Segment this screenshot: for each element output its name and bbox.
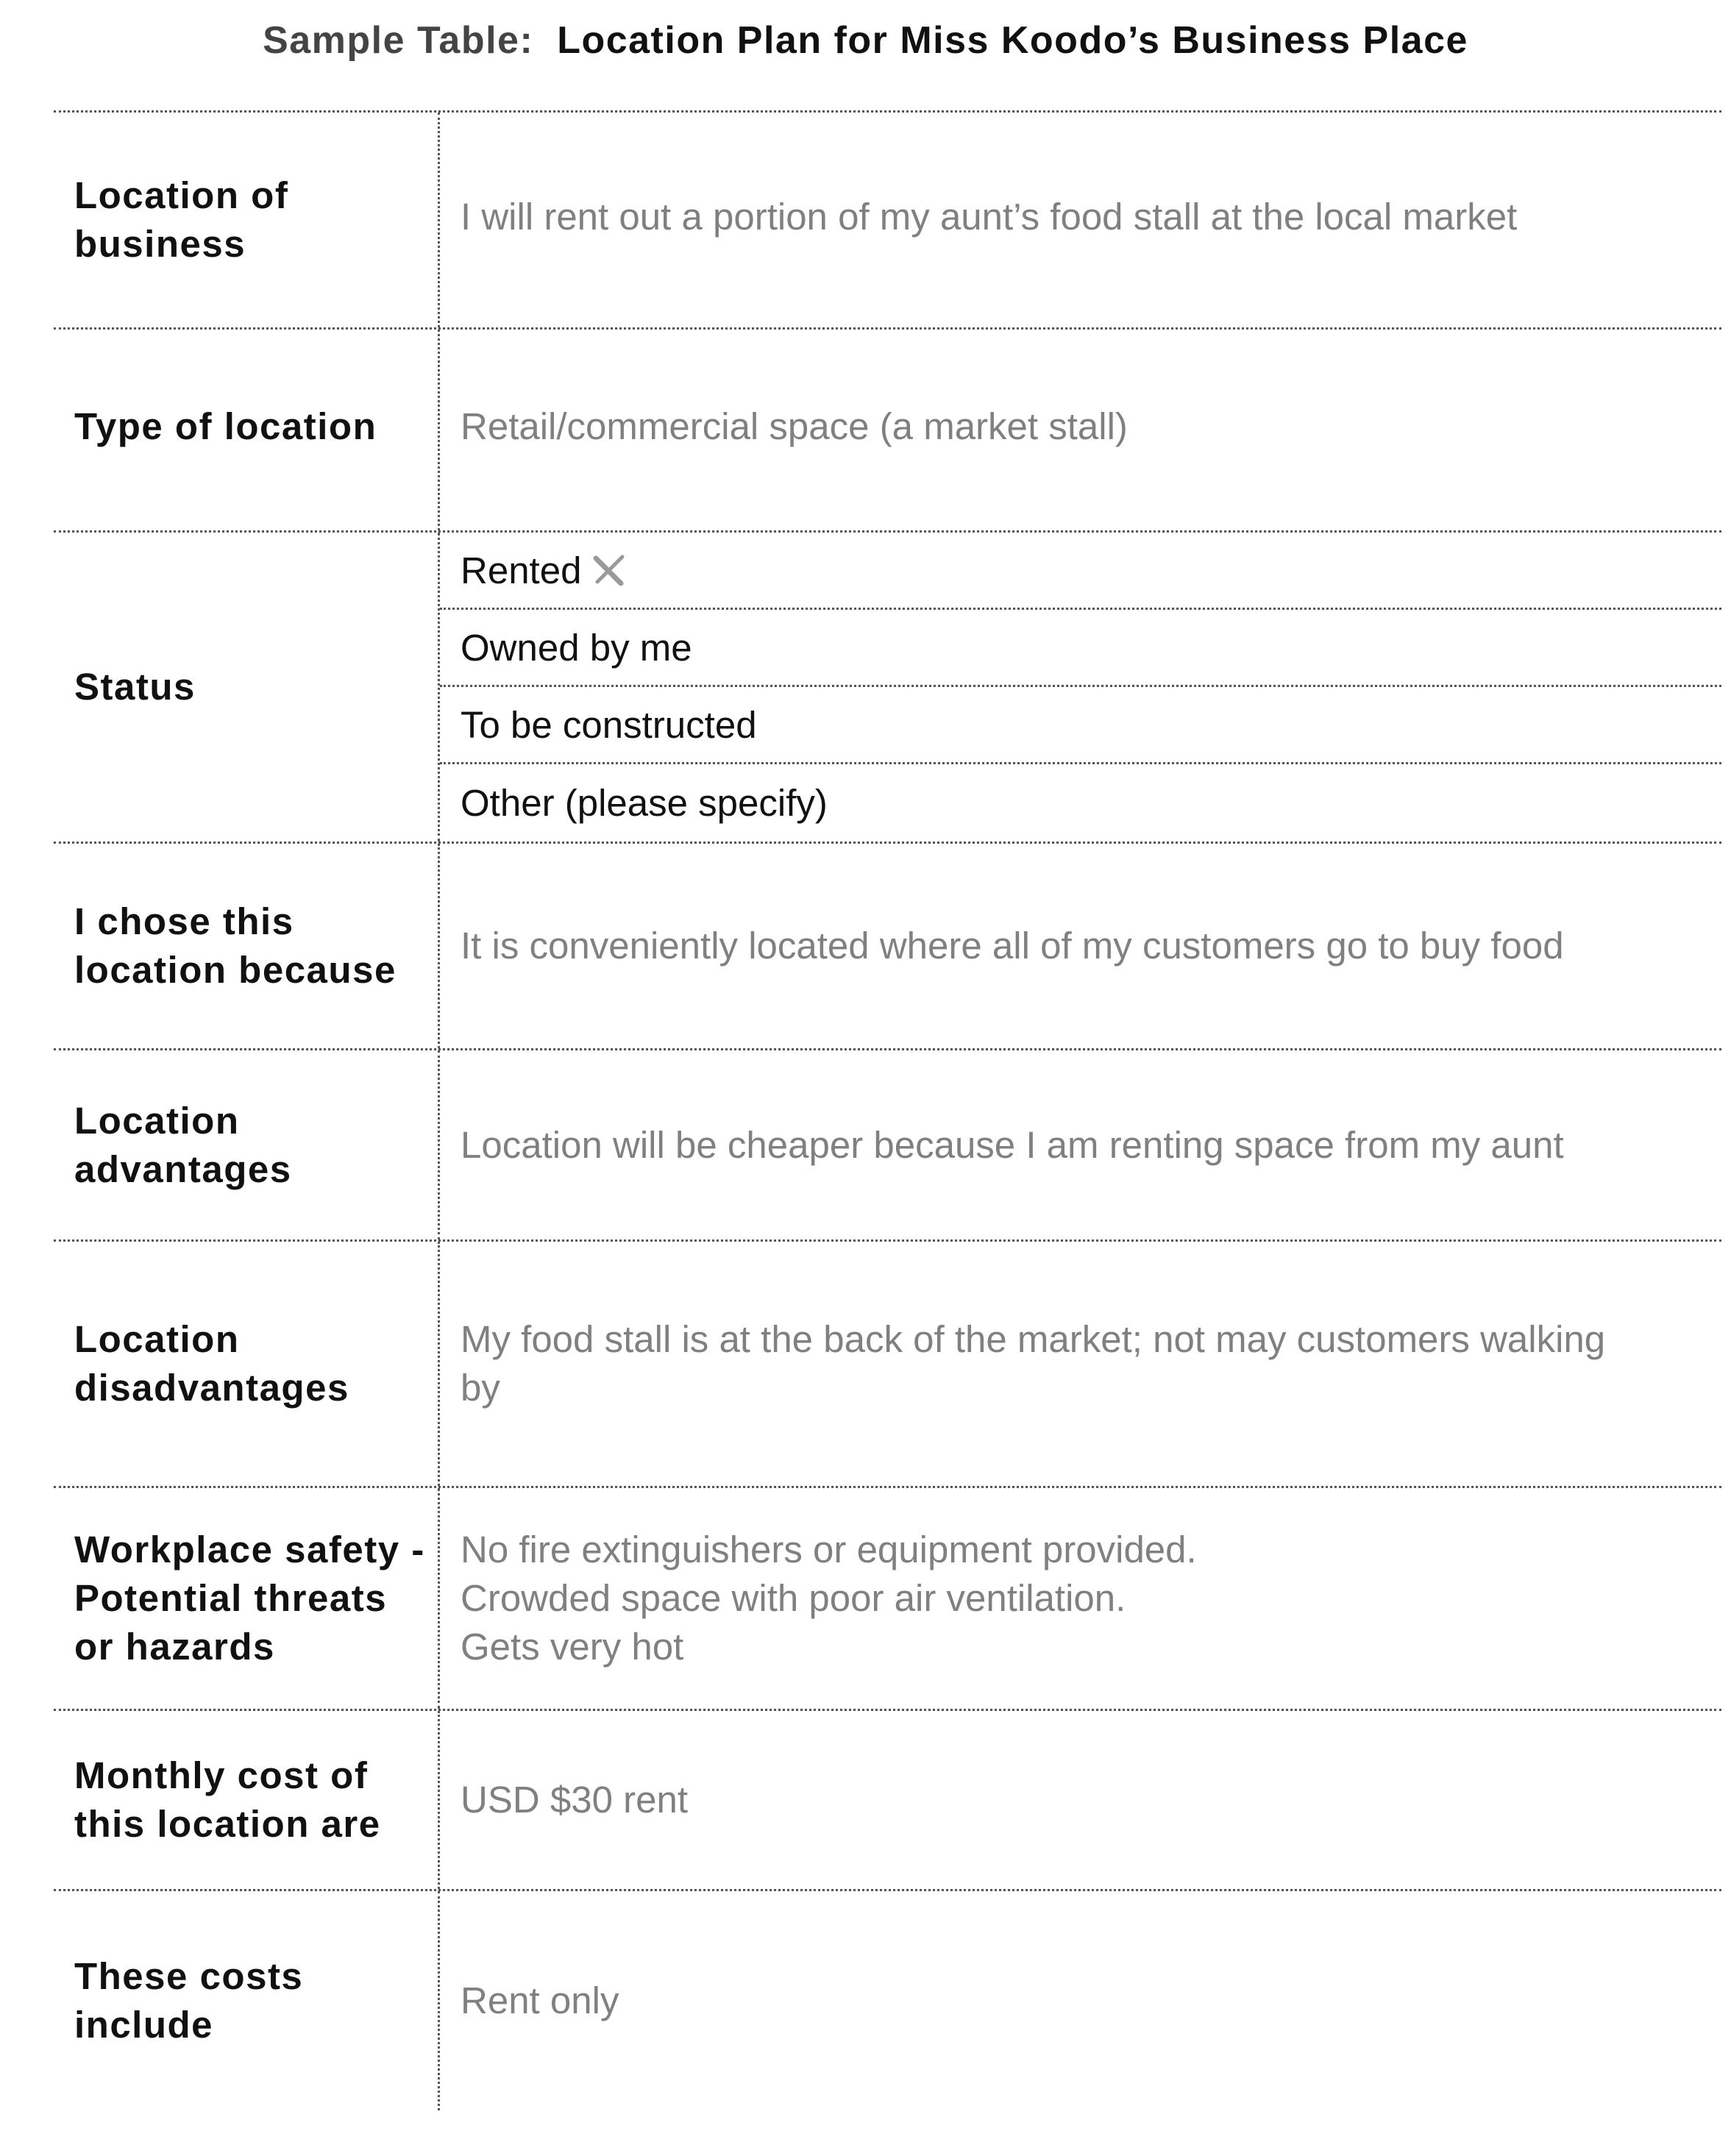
table-row-location — [54, 113, 1721, 330]
option-label: Rented — [461, 549, 582, 591]
table-row-type — [54, 330, 1721, 533]
row-value: Rent only — [461, 1979, 619, 2021]
row-value: Location will be cheaper because I am renting space from my aunt — [461, 1123, 1564, 1166]
location-plan-table — [54, 110, 1721, 2110]
table-row-disadvantages — [54, 1242, 1721, 1488]
status-option-construct[interactable] — [440, 687, 1721, 764]
row-label: Status — [54, 533, 440, 842]
table-row-status — [54, 533, 1721, 844]
row-label: Location of business — [54, 113, 440, 327]
value-line: by — [461, 1367, 500, 1409]
row-label: Type of location — [54, 330, 440, 530]
value-line: Crowded space with poor air ventilation. — [461, 1577, 1126, 1619]
status-option-other[interactable] — [440, 764, 1721, 842]
status-option-owned[interactable] — [440, 610, 1721, 687]
table-row-reason — [54, 844, 1721, 1050]
table-row-costs-include — [54, 1891, 1721, 2110]
value-line: My food stall is at the back of the market; not may customers walking — [461, 1318, 1606, 1360]
row-label: I chose this location because — [54, 844, 440, 1048]
title-prefix: Sample Table: — [263, 19, 534, 62]
option-label: To be constructed — [461, 703, 757, 746]
table-row-monthly-cost — [54, 1711, 1721, 1891]
row-value: I will rent out a portion of my aunt’s food stall at the local market — [461, 196, 1518, 238]
title-text: Location Plan for Miss Koodo’s Business Place — [557, 19, 1468, 62]
status-option-rented[interactable] — [440, 533, 1721, 610]
table-row-safety — [54, 1488, 1721, 1711]
status-options — [440, 533, 1721, 842]
row-label: Location disadvantages — [54, 1242, 440, 1486]
document-title — [0, 15, 1731, 66]
row-value — [440, 1242, 1721, 1486]
row-value: Retail/commercial space (a market stall) — [461, 405, 1128, 447]
row-label: Location advantages — [54, 1050, 440, 1239]
row-value — [440, 1488, 1721, 1709]
table-row-advantages — [54, 1050, 1721, 1242]
row-value: USD $30 rent — [461, 1779, 688, 1821]
check-x-icon — [591, 552, 627, 588]
option-label: Owned by me — [461, 626, 692, 669]
row-value: It is conveniently located where all of my customers go to buy food — [461, 925, 1564, 967]
row-label: Monthly cost of this location are — [54, 1711, 440, 1889]
value-line: No fire extinguishers or equipment provided. — [461, 1529, 1197, 1570]
row-label: Workplace safety - Potential threats or hazards — [54, 1488, 440, 1709]
row-label: These costs include — [54, 1891, 440, 2110]
option-label: Other (please specify) — [461, 782, 828, 824]
value-line: Gets very hot — [461, 1626, 684, 1668]
